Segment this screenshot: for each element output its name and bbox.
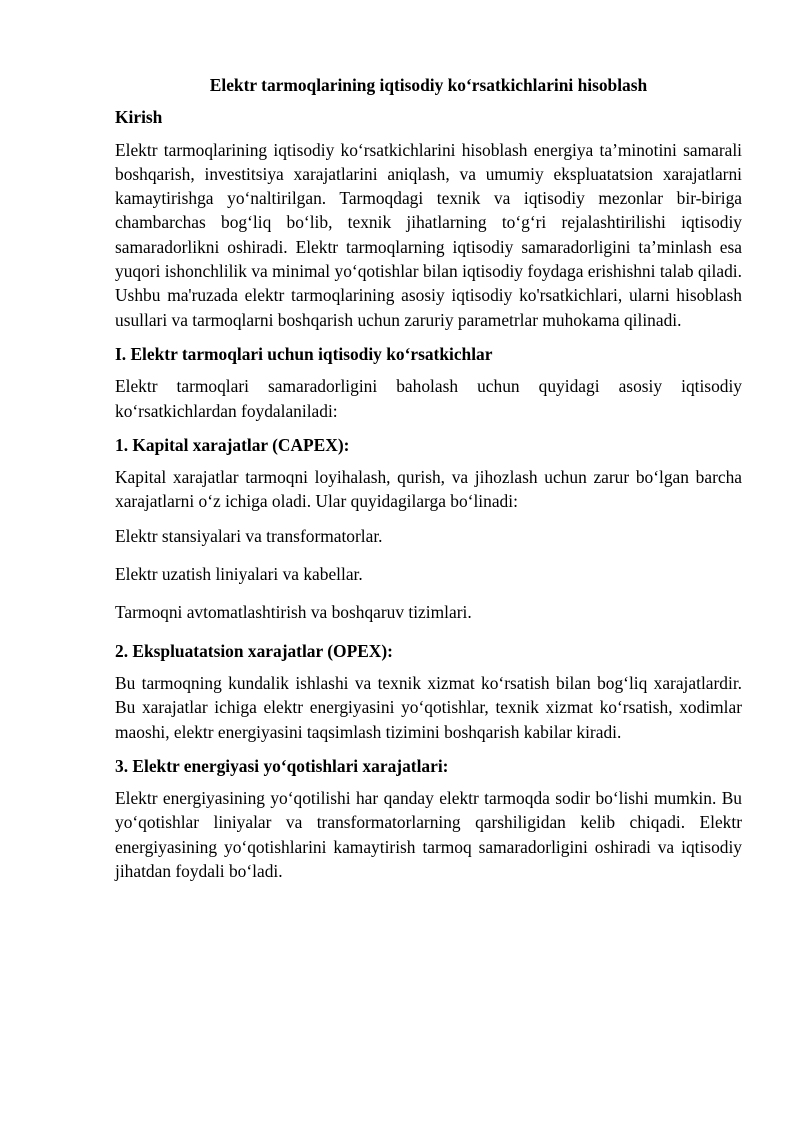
capex-paragraph: Kapital xarajatlar tarmoqni loyihalash, qurish, va jihozlash uchun zarur bo‘lgan barcha xarajatlarni o‘z ichiga oladi. Ular quyidagilarga bo‘linadi:	[115, 467, 742, 512]
document-page	[115, 73, 742, 893]
capex-item-stations: Elektr stansiyalari va transformatorlar.	[115, 525, 383, 546]
section1-heading: I. Elektr tarmoqlari uchun iqtisodiy ko‘rsatkichlar	[115, 343, 493, 364]
losses-paragraph: Elektr energiyasining yo‘qotilishi har qanday elektr tarmoqda sodir bo‘lishi mumkin. Bu yo‘qotishlar liniyalar va transformatorlarning qarshiligidan kelib chiqadi. Elektr energiyasining yo‘qotishlarini kamaytirish tarmoq samaradorligini oshiradi va iqtisodiy jihatdan foydali bo‘ladi.	[115, 788, 742, 882]
capex-heading: 1. Kapital xarajatlar (CAPEX):	[115, 434, 350, 455]
intro-heading: Kirish	[115, 107, 163, 128]
opex-heading: 2. Ekspluatatsion xarajatlar (OPEX):	[115, 640, 393, 661]
intro-paragraph: Elektr tarmoqlarining iqtisodiy ko‘rsatkichlarini hisoblash energiya ta’minotini samarali boshqarish, investitsiya xarajatlarini aniqlash, va umumiy ekspluatatsion xarajatlarni kamaytirishga yo‘naltirilgan. Tarmoqdagi texnik va iqtisodiy mezonlar bir-biriga chambarchas bog‘liq bo‘lib, texnik jihatlarning to‘g‘ri rejalashtirilishi iqtisodiy samaradorlikni oshiradi. Elektr tarmoqlarning iqtisodiy samaradorligini ta’minlash esa yuqori ishonchlilik va minimal yo‘qotishlar bilan iqtisodiy foydaga erishishni talab qiladi. Ushbu ma'ruzada elektr tarmoqlarining asosiy iqtisodiy ko'rsatkichlari, ularni hisoblash usullari va tarmoqlarni boshqarish uchun zaruriy parametrlar muhokama qilinadi.	[115, 139, 742, 330]
section1-paragraph: Elektr tarmoqlari samaradorligini baholash uchun quyidagi asosiy iqtisodiy ko‘rsatkichlardan foydalaniladi:	[115, 376, 742, 421]
capex-item-automation: Tarmoqni avtomatlashtirish va boshqaruv tizimlari.	[115, 602, 472, 623]
capex-item-lines: Elektr uzatish liniyalari va kabellar.	[115, 564, 363, 585]
opex-paragraph: Bu tarmoqning kundalik ishlashi va texnik xizmat ko‘rsatish bilan bog‘liq xarajatlardir. Bu xarajatlar ichiga elektr energiyasini yo‘qotishlar, texnik xizmat ko‘rsatish, xodimlar maoshi, elektr energiyasini taqsimlash tizimini boshqarish kabilar kiradi.	[115, 672, 742, 742]
document-title: Elektr tarmoqlarining iqtisodiy ko‘rsatkichlarini hisoblash	[209, 75, 648, 95]
losses-heading: 3. Elektr energiyasi yo‘qotishlari xarajatlari:	[115, 755, 449, 776]
